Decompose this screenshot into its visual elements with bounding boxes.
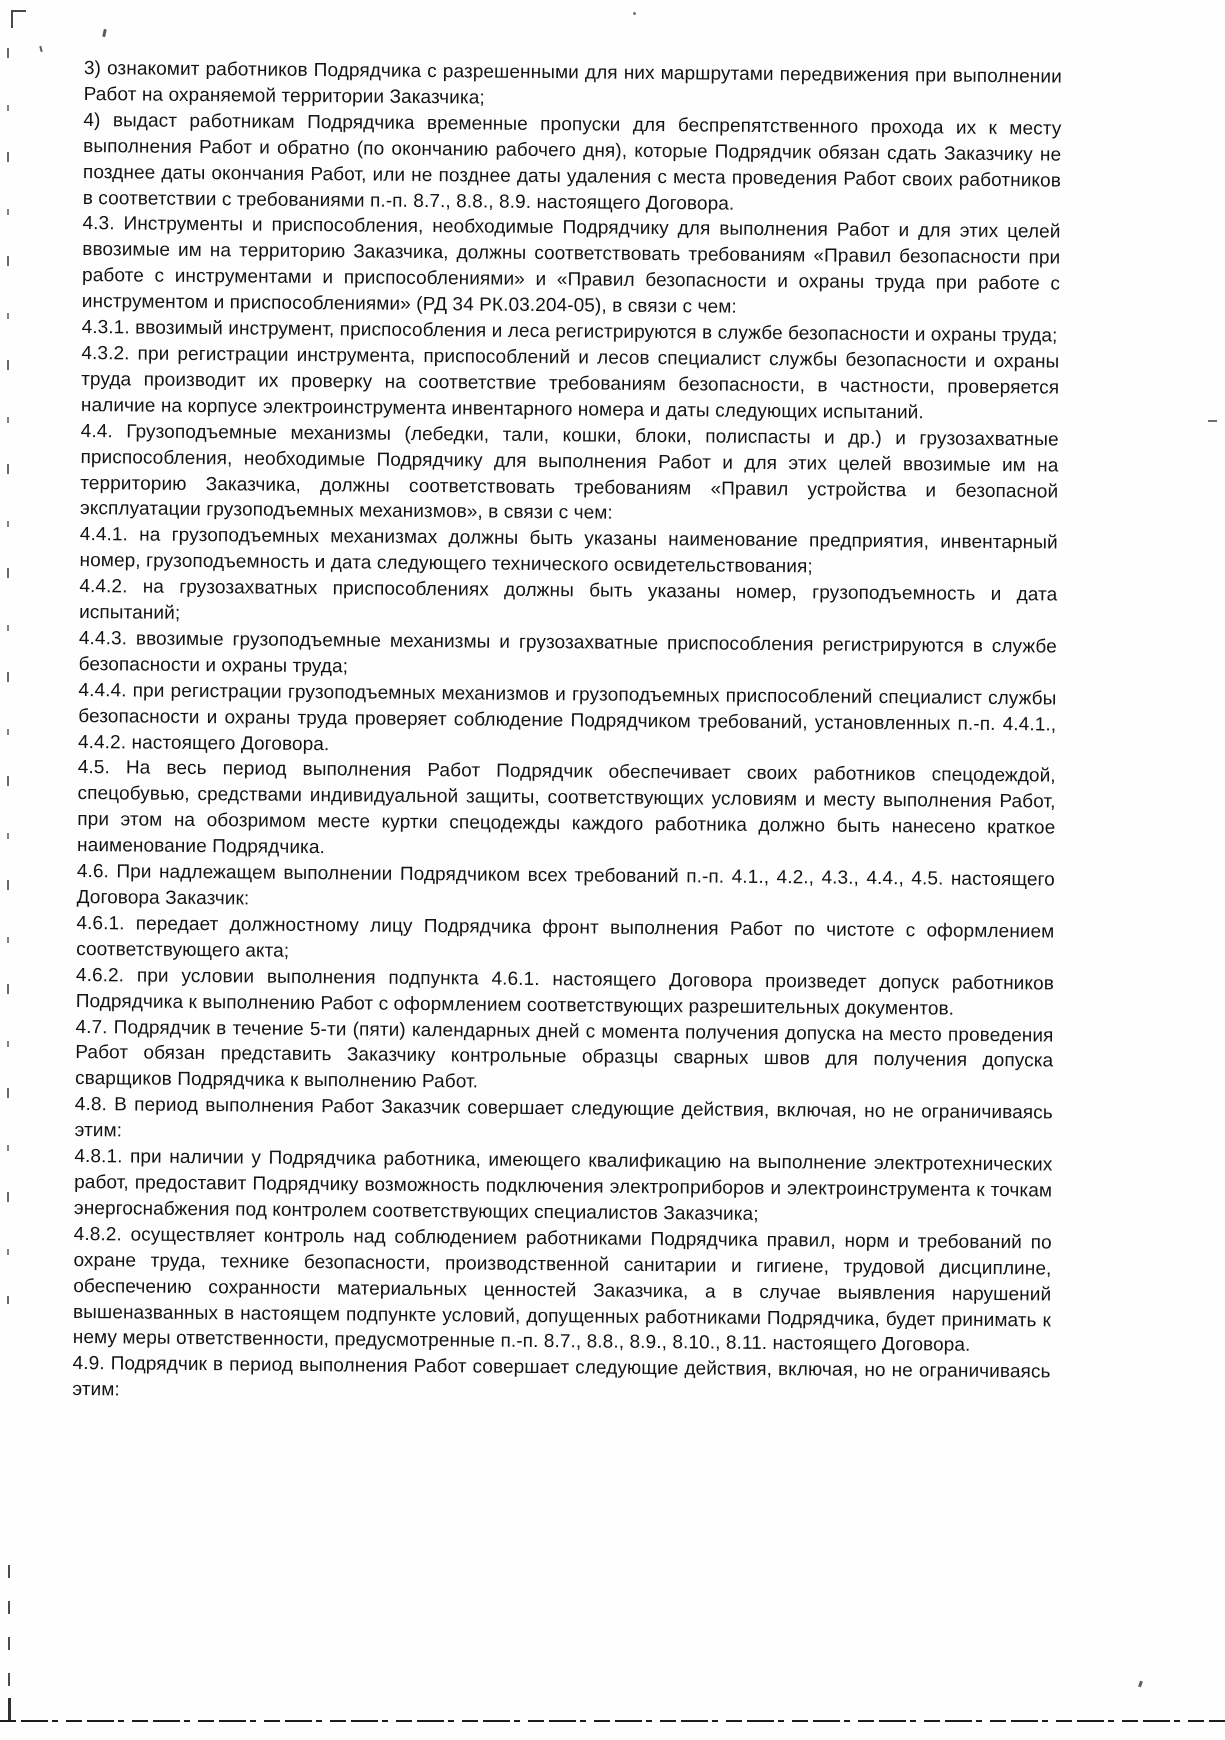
clause-4-8-2-paragraph: 4.8.2. осуществляет контроль над соблюдением работниками Подрядчика правил, норм и требований по охране труда, технике безопасности, производственной санитарии и гигиене, трудовой дисциплине, обеспечению сохранности материальных ценностей Заказчика, а в случае выявления нарушений вышеназванных в настоящем подпункте условий, допущенных работниками Подрядчика, будет принимать к нему меры ответственности, предусмотренные п.-п. 8.7., 8.8., 8.9., 8.10., 8.11. настоящего Договора. [72,1223,1052,1357]
scan-speck-mark [1138,1681,1143,1688]
clause-3-paragraph: 3) ознакомит работников Подрядчика с разрешенными для них маршрутами передвижения при выполнении Работ на охраняемой территории Заказчика; [83,57,1062,109]
scan-speck-mark [633,12,636,15]
corner-bracket-mark [11,10,26,28]
left-edge-dashed-line-lower [8,1565,10,1697]
clause-4-4-paragraph: 4.4. Грузоподъемные механизмы (лебедки, тали, кошки, блоки, полиспасты и др.) и грузозахватные приспособления, необходимые Подрядчику для выполнения Работ и для этих целей ввозимые им на территорию Заказчика, должны соответствовать требованиям «Правил устройства и безопасной эксплуатации грузоподъемных механизмов», в связи с чем: [79,420,1059,525]
scan-speck-mark [39,46,42,52]
scan-speck-mark [1208,420,1217,422]
clause-4-paragraph: 4) выдаст работникам Подрядчика временные пропуски для беспрепятственного прохода их к месту выполнения Работ и обратно (по окончанию рабочего дня), которые Подрядчик обязан сдать Заказчику не позднее даты окончания Работ, или не позднее даты удаления с места проведения Работ своих работников в соответствии с требованиями п.-п. 8.7., 8.8., 8.9. настоящего Договора. [82,109,1062,215]
left-edge-dashed-line [7,48,9,1304]
bottom-dashed-line [0,1720,1225,1722]
clause-4-6-2-paragraph: 4.6.2. при условии выполнения подпункта 4.6.1. настоящего Договора произведет допуск работников Подрядчика к выполнению Работ с оформлением соответствующих разрешительных документов. [75,964,1055,1020]
clause-4-3-2-paragraph: 4.3.2. при регистрации инструмента, приспособлений и лесов специалист службы безопасности и охраны труда производит их проверку на соответствие требованиям безопасности, в частности, проверяется наличие на корпусе электроинструмента инвентарного номера и даты следующих испытаний. [80,342,1060,424]
clause-4-5-paragraph: 4.5. На весь период выполнения Работ Подрядчик обеспечивает своих работников спецодеждой, спецобувью, средствами индивидуальной защиты, соответствующих условиям и месту выполнения Работ, при этом на обозримом месте куртки спецодежды каждого работника должно быть нанесено краткое наименование Подрядчика. [77,757,1056,859]
clause-4-8-paragraph: 4.8. В период выполнения Работ Заказчик совершает следующие действия, включая, но не ограничиваясь этим: [74,1094,1053,1142]
clause-4-4-2-paragraph: 4.4.2. на грузозахватных приспособлениях должны быть указаны номер, грузоподъемность и дата испытаний; [79,576,1058,624]
scan-speck-mark [102,29,107,37]
contract-text-block [72,56,1062,1412]
clause-4-4-3-paragraph: 4.4.3. ввозимые грузоподъемные механизмы и грузозахватные приспособления регистрируются в службе безопасности и охраны труда; [78,627,1057,678]
left-edge-solid-mark [8,1698,11,1722]
clause-4-3-paragraph: 4.3. Инструменты и приспособления, необходимые Подрядчику для выполнения Работ и для этих целей ввозимые им на территорию Заказчика, должны соответствовать требованиям «Правил безопасности при работе с инструментами и приспособлениями» и «Правил безопасности и охраны труда при работе с инструментом и приспособлениями» (РД 34 РК.03.204-05), в связи с чем: [81,213,1061,318]
clause-4-6-paragraph: 4.6. При надлежащем выполнении Подрядчиком всех требований п.-п. 4.1., 4.2., 4.3., 4.4., 4.5. настоящего Договора Заказчик: [76,861,1055,910]
clause-4-8-1-paragraph: 4.8.1. при наличии у Подрядчика работника, имеющего квалификацию на выполнение электротехнических работ, предоставит Подрядчику возможность подключения электроприборов и электроинструмента к точкам энергоснабжения под контролем соответствующих специалистов Заказчика; [73,1146,1053,1225]
clause-4-3-1-paragraph: 4.3.1. ввозимый инструмент, приспособления и леса регистрируются в службе безопасности и охраны труда; [81,317,1058,347]
clause-4-6-1-paragraph: 4.6.1. передает должностному лицу Подрядчика фронт выполнения Работ по чистоте с оформлением соответствующего акта; [76,912,1055,962]
clause-4-7-paragraph: 4.7. Подрядчик в течение 5-ти (пяти) календарных дней с момента получения допуска на место проведения Работ обязан представить Заказчику контрольные образцы сварных швов для получения допуска сварщиков Подрядчика к выполнению Работ. [74,1016,1054,1093]
clause-4-9-paragraph: 4.9. Подрядчик в период выполнения Работ совершает следующие действия, включая, но не ограничиваясь этим: [72,1353,1051,1401]
clause-4-4-4-paragraph: 4.4.4. при регистрации грузоподъемных механизмов и грузоподъемных приспособлений специалист службы безопасности и охраны труда проверяет соблюдение Подрядчиком требований, установленных п.-п. 4.4.1., 4.4.2. настоящего Договора. [77,679,1057,755]
clause-4-4-1-paragraph: 4.4.1. на грузоподъемных механизмах должны быть указаны наименование предприятия, инвентарный номер, грузоподъемность и дата следующего технического освидетельствования; [79,524,1058,578]
